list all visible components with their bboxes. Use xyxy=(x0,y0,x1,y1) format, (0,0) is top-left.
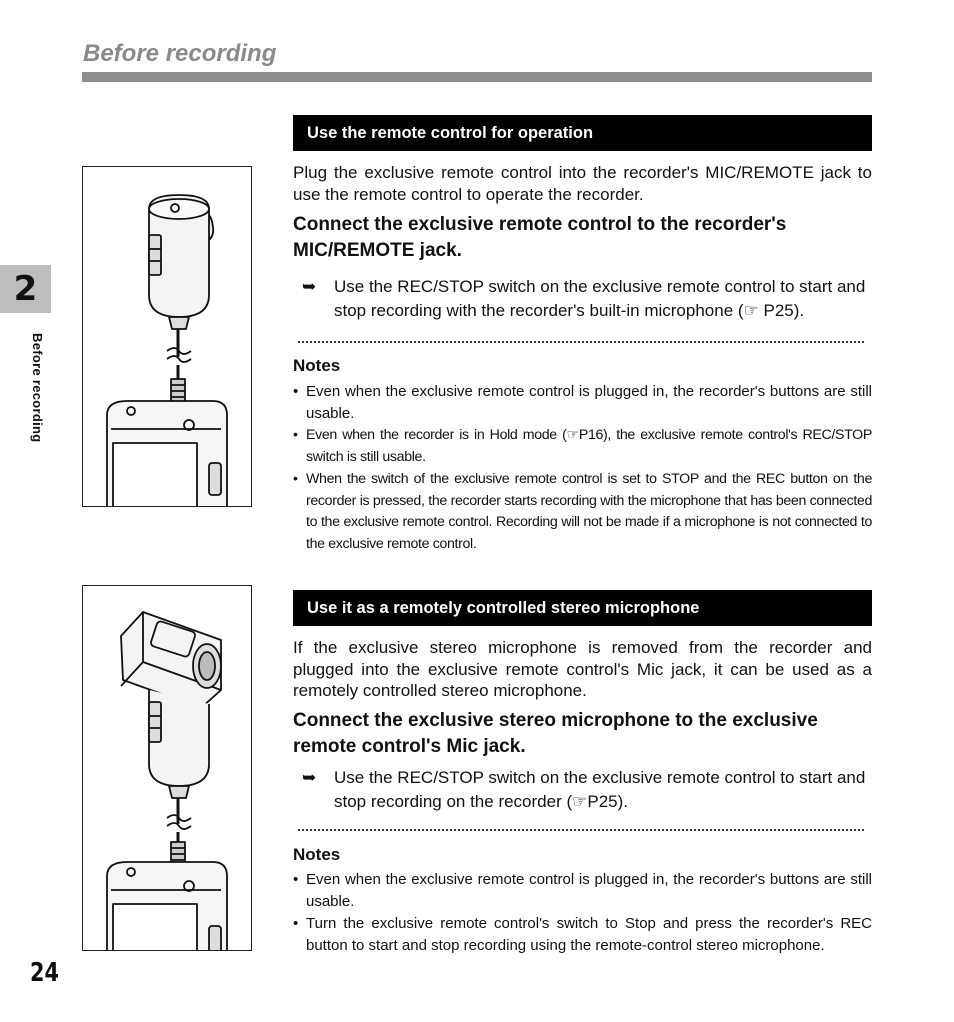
note-item: • Even when the exclusive remote control is plugged in, the recorder's buttons are still usable. xyxy=(293,869,872,912)
note-item: • Even when the recorder is in Hold mode (☞P16), the exclusive remote control's REC/STOP switch is still usable. xyxy=(293,425,872,468)
stereo-microphone-remote-illustration-icon xyxy=(83,586,252,951)
section1-instruction: Connect the exclusive remote control to the recorder's MIC/REMOTE jack. xyxy=(293,214,787,261)
section2-instruction: Connect the exclusive stereo microphone to the exclusive remote control's Mic jack. xyxy=(293,710,818,757)
dotted-divider xyxy=(298,829,864,831)
section-title-remote-control: Use the remote control for operation xyxy=(293,115,872,151)
header-rule xyxy=(82,72,872,82)
note-item: • Turn the exclusive remote control's switch to Stop and press the recorder's REC button to start and stop recording using the remote-control stereo microphone. xyxy=(293,913,872,956)
section1-notes-title: Notes xyxy=(293,356,341,375)
figure-stereo-microphone xyxy=(82,585,252,951)
arrow-right-icon: ➥ xyxy=(302,768,317,787)
remote-control-illustration-icon xyxy=(83,167,252,507)
section2-intro: If the exclusive stereo microphone is removed from the recorder and plugged into the exclusive remote control's Mic jack, it can be used as a remotely controlled stereo microphone. xyxy=(293,638,872,700)
section2-notes xyxy=(293,869,872,957)
section1-step xyxy=(300,275,872,323)
section2-step-text: Use the REC/STOP switch on the exclusive remote control to start and stop recording on the recorder (☞P25). xyxy=(334,768,866,811)
dotted-divider xyxy=(298,341,864,343)
page-number: 24 xyxy=(30,958,59,988)
section1-notes xyxy=(293,381,872,556)
arrow-right-icon: ➥ xyxy=(302,277,317,296)
chapter-tab: 2 xyxy=(0,265,51,313)
note-item: • When the switch of the exclusive remote control is set to STOP and the REC button on the recorder is pressed, the recorder starts recording with the microphone that has been connected to the exclusive remote control. Recording will not be made if a microphone is not connected to the exclusive remote control. xyxy=(293,469,872,555)
section1-intro: Plug the exclusive remote control into the recorder's MIC/REMOTE jack to use the remote control to operate the recorder. xyxy=(293,163,872,204)
section2-step xyxy=(300,766,872,814)
side-section-label: Before recording xyxy=(30,333,45,443)
figure-remote-control xyxy=(82,166,252,507)
note-item: • Even when the exclusive remote control is plugged in, the recorder's buttons are still usable. xyxy=(293,381,872,424)
page-header-title: Before recording xyxy=(83,40,277,67)
section-title-stereo-microphone: Use it as a remotely controlled stereo microphone xyxy=(293,590,872,626)
section2-notes-title: Notes xyxy=(293,845,341,864)
section1-step-text: Use the REC/STOP switch on the exclusive remote control to start and stop recording with the recorder's built-in microphone (☞ P25). xyxy=(334,277,866,320)
